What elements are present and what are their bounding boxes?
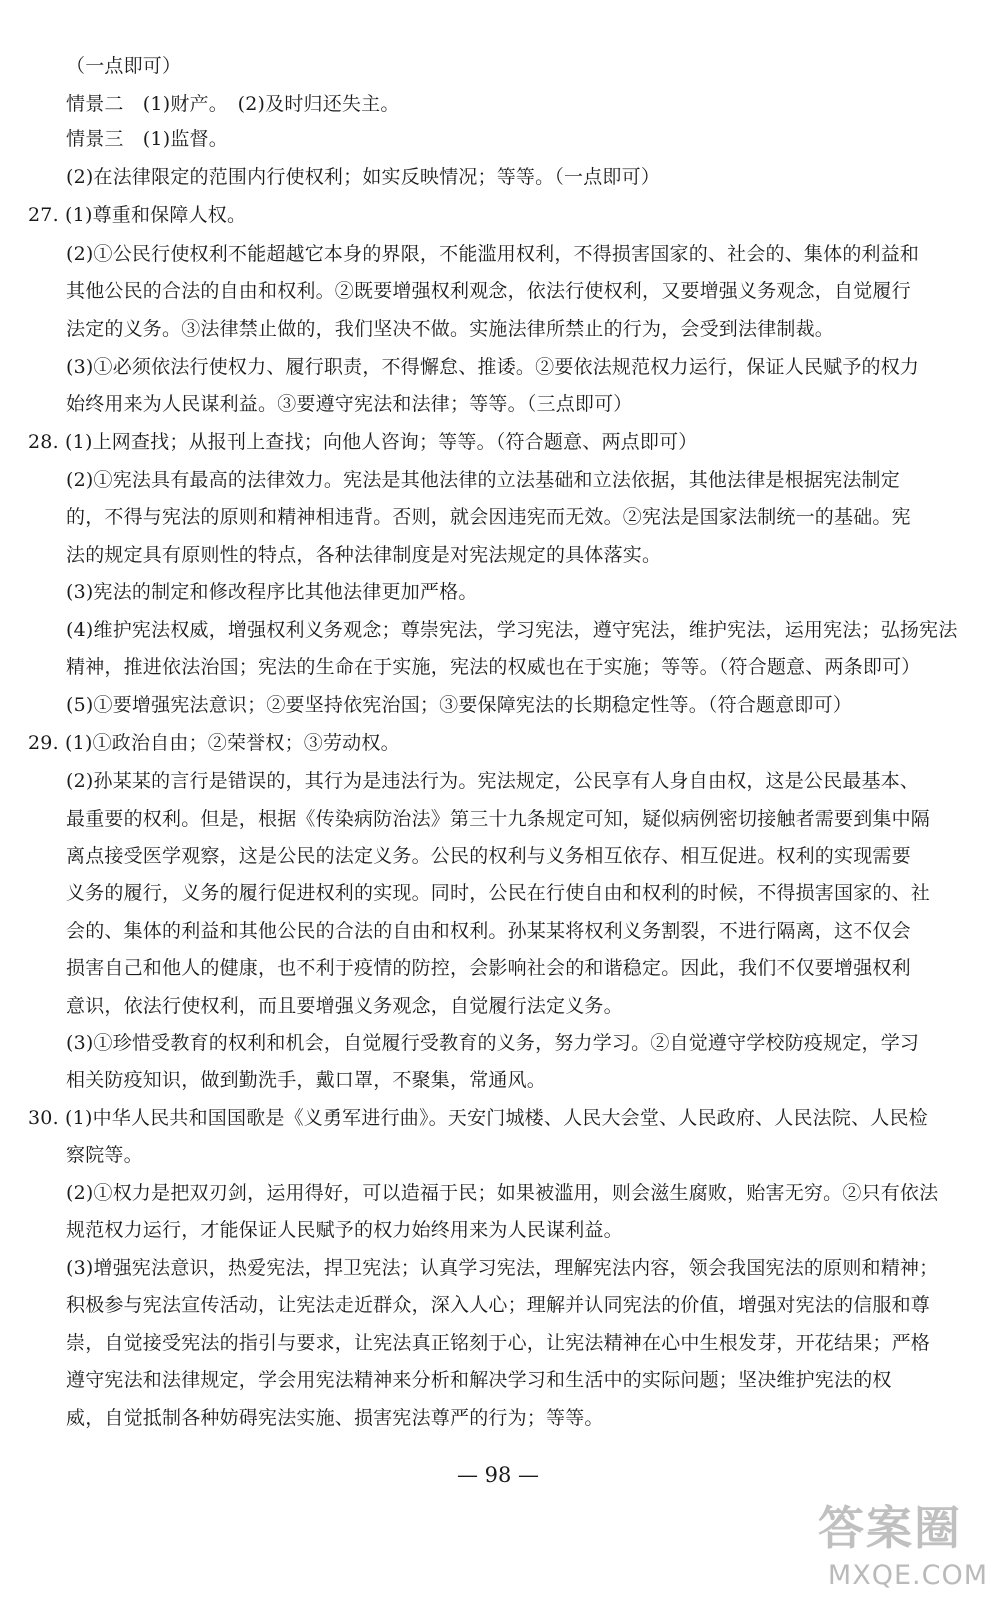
text-line: 察院等。 — [66, 1144, 143, 1166]
text-line: 崇，自觉接受宪法的指引与要求，让宪法真正铭刻于心，让宪法精神在心中生根发芽，开花结果；严格 — [66, 1332, 931, 1354]
text-line: (3)①必须依法行使权力、履行职责，不得懈怠、推诿。②要依法规范权力运行，保证人民赋予的权力 — [66, 356, 920, 378]
text-line: 积极参与宪法宣传活动，让宪法走近群众，深入人心；理解并认同宪法的价值，增强对宪法的信服和尊 — [66, 1294, 931, 1316]
text-line: 规范权力运行，才能保证人民赋予的权力始终用来为人民谋利益。 — [66, 1219, 623, 1241]
text-line: 威，自觉抵制各种妨碍宪法实施、损害宪法尊严的行为；等等。 — [66, 1407, 604, 1429]
text-line: (2)①宪法具有最高的法律效力。宪法是其他法律的立法基础和立法依据，其他法律是根据宪法制定 — [66, 469, 900, 491]
text-line: (2)在法律限定的范围内行使权利；如实反映情况；等等。（一点即可） — [66, 166, 661, 188]
text-line: (2)①公民行使权利不能超越它本身的界限，不能滥用权利，不得损害国家的、社会的、集体的利益和 — [66, 243, 920, 265]
text-line: 法的规定具有原则性的特点，各种法律制度是对宪法规定的具体落实。 — [66, 544, 662, 566]
text-line: 法定的义务。③法律禁止做的，我们坚决不做。实施法律所禁止的行为，会受到法律制裁。 — [66, 318, 835, 340]
text-line: (4)维护宪法权威，增强权利义务观念；尊崇宪法，学习宪法，遵守宪法，维护宪法，运用宪法；弘扬宪法 — [66, 619, 958, 641]
text-line: 遵守宪法和法律规定，学会用宪法精神来分析和解决学习和生活中的实际问题；坚决维护宪法的权 — [66, 1369, 892, 1391]
text-line: 精神，推进依法治国；宪法的生命在于实施，宪法的权威也在于实施；等等。（符合题意、两条即可） — [66, 656, 921, 678]
text-line: 相关防疫知识，做到勤洗手，戴口罩，不聚集，常通风。 — [66, 1069, 547, 1091]
watermark-logo — [788, 1500, 988, 1596]
text-line: (2)孙某某的言行是错误的，其行为是违法行为。宪法规定，公民享有人身自由权，这是公民最基本、 — [66, 770, 920, 792]
text-line: (3)①珍惜受教育的权利和机会，自觉履行受教育的义务，努力学习。②自觉遵守学校防疫规定，学习 — [66, 1032, 920, 1054]
text-line: 最重要的权利。但是，根据《传染病防治法》第三十九条规定可知，疑似病例密切接触者需要到集中隔 — [66, 808, 931, 830]
text-line: （一点即可） — [66, 55, 182, 77]
text-line: 会的、集体的利益和其他公民的合法的自由和权利。孙某某将权利义务割裂，不进行隔离，这不仅会 — [66, 920, 911, 942]
text-line: (2)①权力是把双刃剑，运用得好，可以造福于民；如果被滥用，则会滋生腐败，贻害无穷。②只有依法 — [66, 1182, 939, 1204]
text-line: 情景三 (1)监督。 — [66, 128, 228, 150]
text-line: 27. (1)尊重和保障人权。 — [28, 204, 247, 226]
text-line: 其他公民的合法的自由和权利。②既要增强权利观念，依法行使权利，又要增强义务观念，自觉履行 — [66, 280, 911, 302]
watermark-url: MXQE.COM — [827, 1560, 988, 1591]
text-line: 意识，依法行使权利，而且要增强义务观念，自觉履行法定义务。 — [66, 995, 623, 1017]
text-line: 29. (1)①政治自由；②荣誉权；③劳动权。 — [28, 732, 400, 754]
text-line: (3)增强宪法意识，热爱宪法，捍卫宪法；认真学习宪法，理解宪法内容，领会我国宪法的原则和精神； — [66, 1257, 939, 1279]
text-line: 30. (1)中华人民共和国国歌是《义勇军进行曲》。天安门城楼、人民大会堂、人民政府、人民法院、人民检 — [28, 1107, 928, 1129]
page-number: — 98 — — [456, 1463, 540, 1487]
text-line: (5)①要增强宪法意识；②要坚持依宪治国；③要保障宪法的长期稳定性等。（符合题意即可） — [66, 694, 853, 716]
text-line: 义务的履行，义务的履行促进权利的实现。同时，公民在行使自由和权利的时候，不得损害国家的、社 — [66, 882, 931, 904]
text-line: (3)宪法的制定和修改程序比其他法律更加严格。 — [66, 581, 478, 603]
watermark-mark-text: 答案圈 — [818, 1501, 962, 1555]
watermark-mark — [810, 1500, 988, 1558]
text-line: 情景二 (1)财产。 (2)及时归还失主。 — [66, 93, 400, 115]
text-line: 的，不得与宪法的原则和精神相违背。否则，就会因违宪而无效。②宪法是国家法制统一的基础。宪 — [66, 506, 911, 528]
text-line: 28. (1)上网查找；从报刊上查找；向他人咨询；等等。（符合题意、两点即可） — [28, 431, 698, 453]
text-line: 始终用来为人民谋利益。③要遵守宪法和法律；等等。（三点即可） — [66, 393, 633, 415]
text-line: 损害自己和他人的健康，也不利于疫情的防控，会影响社会的和谐稳定。因此，我们不仅要增强权利 — [66, 957, 911, 979]
text-line: 离点接受医学观察，这是公民的法定义务。公民的权利与义务相互依存、相互促进。权利的实现需要 — [66, 845, 911, 867]
